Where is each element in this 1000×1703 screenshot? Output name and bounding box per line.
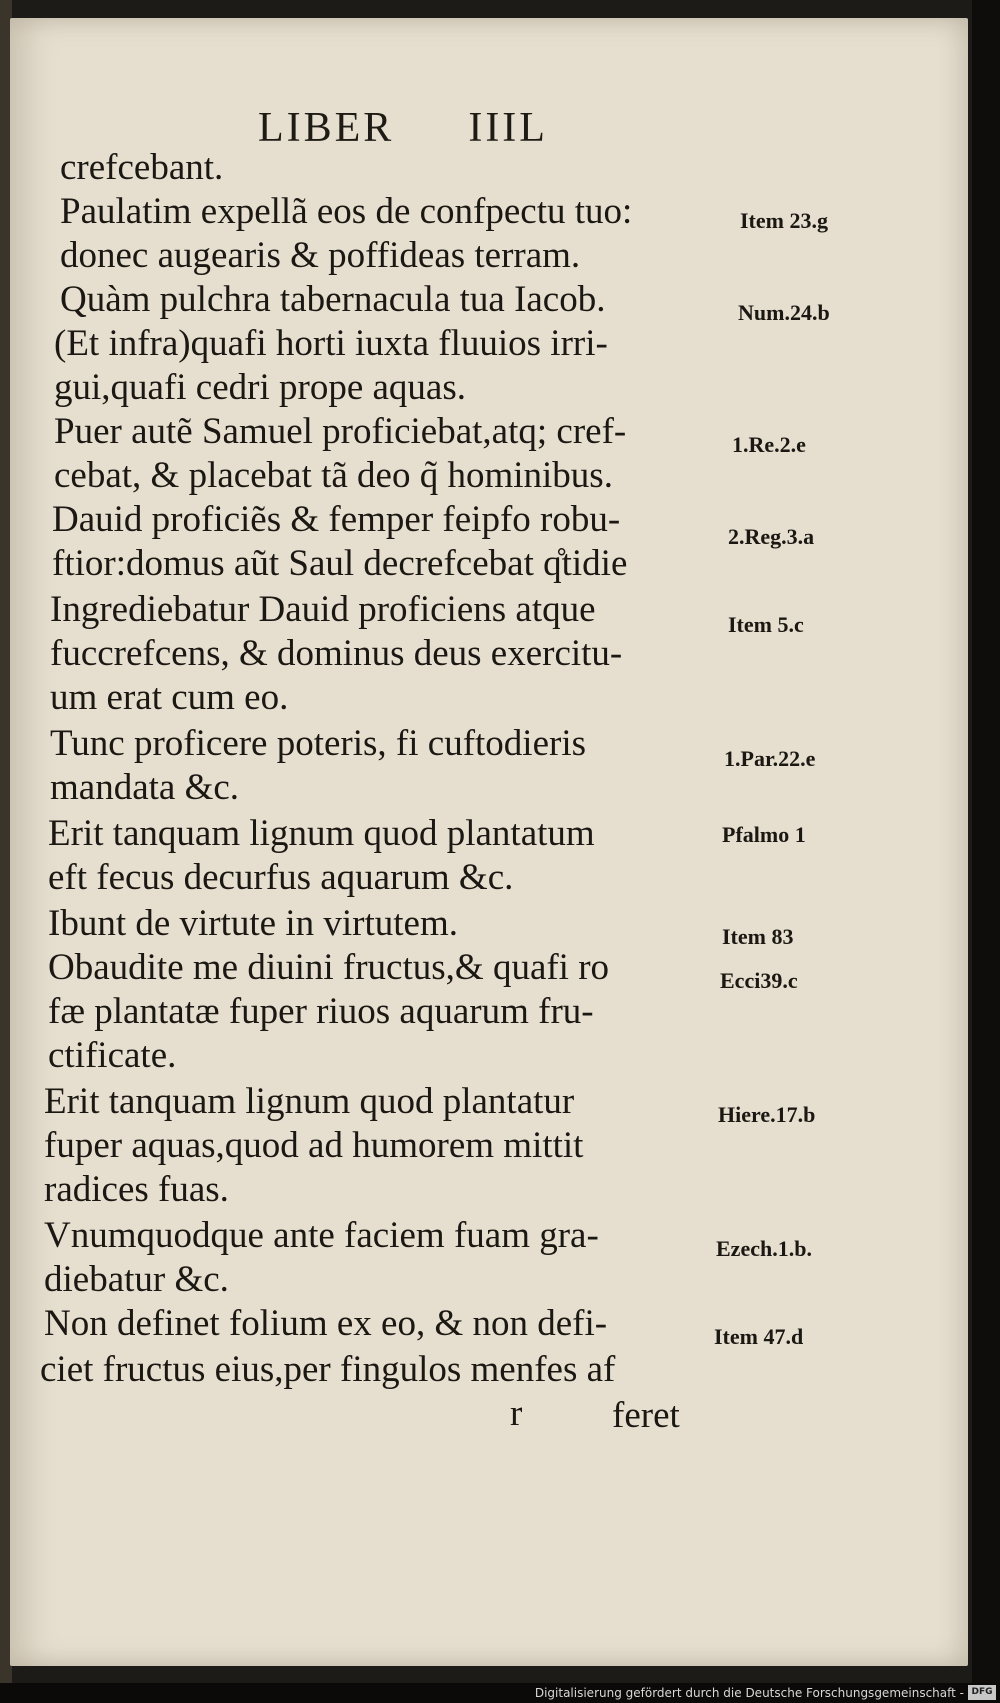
text-line: mandata &c. bbox=[50, 767, 240, 808]
marginal-note: 2.Reg.3.a bbox=[728, 524, 815, 549]
text-line: Ibunt de virtute in virtutem. bbox=[48, 903, 458, 944]
text-line: fuccrefcens, & dominus deus exercitu- bbox=[50, 633, 623, 674]
text-line: donec augearis & poffideas terram. bbox=[60, 235, 581, 276]
marginal-note: Pfalmo 1 bbox=[722, 822, 806, 847]
text-line: Obaudite me diuini fructus,& quafi ro bbox=[48, 947, 610, 988]
marginal-note: Num.24.b bbox=[738, 300, 830, 325]
footer-credit: Digitalisierung gefördert durch die Deutsche Forschungsgemeinschaft - bbox=[534, 1686, 964, 1700]
marginal-note: Ecci39.c bbox=[720, 968, 798, 993]
book-edge-right bbox=[972, 0, 1000, 1703]
marginal-note: Item 83 bbox=[722, 924, 794, 949]
text-line: Vnumquodque ante faciem fuam gra- bbox=[44, 1215, 599, 1256]
text-line: radices fuas. bbox=[44, 1169, 229, 1210]
running-header-title: LIBER bbox=[258, 105, 395, 151]
text-line: Non definet folium ex eo, & non defi- bbox=[44, 1303, 608, 1344]
marginal-note: Item 47.d bbox=[714, 1324, 804, 1349]
text-line: um erat cum eo. bbox=[50, 677, 289, 718]
text-line: diebatur &c. bbox=[44, 1259, 229, 1300]
text-line: gui,quafi cedri prope aquas. bbox=[54, 367, 466, 408]
text-line: (Et infra)quafi horti iuxta fluuios irri- bbox=[54, 323, 608, 364]
text-line: Ingrediebatur Dauid proficiens atque bbox=[50, 589, 596, 630]
book-page bbox=[10, 18, 968, 1666]
text-line: Tunc proficere poteris, fi cuftodieris bbox=[50, 723, 587, 764]
text-line: Dauid proficiẽs & femper feipfo robu- bbox=[52, 499, 621, 540]
text-line: eft fecus decurfus aquarum &c. bbox=[48, 857, 514, 898]
text-line: ftior:domus aũt Saul decrefcebat q̊tidie bbox=[52, 543, 628, 584]
text-line: Paulatim expellã eos de confpectu tuo: bbox=[60, 191, 633, 232]
text-line: fuper aquas,quod ad humorem mittit bbox=[44, 1125, 584, 1166]
text-line: ctificate. bbox=[48, 1035, 177, 1076]
text-line: cebat, & placebat tã deo q̃ hominibus. bbox=[54, 455, 613, 496]
catchword: feret bbox=[612, 1395, 680, 1436]
text-line: Puer autẽ Samuel proficiebat,atq; cref- bbox=[54, 411, 627, 452]
text-line: fæ plantatæ fuper riuos aquarum fru- bbox=[48, 991, 594, 1032]
marginal-note: Ezech.1.b. bbox=[716, 1236, 812, 1261]
running-header bbox=[258, 104, 622, 152]
marginal-note: Hiere.17.b bbox=[718, 1102, 816, 1127]
text-line: crefcebant. bbox=[60, 147, 224, 188]
text-line: Erit tanquam lignum quod plantatur bbox=[44, 1081, 575, 1122]
signature-mark: r bbox=[510, 1393, 523, 1434]
text-line: ciet fructus eius,per fingulos menfes af bbox=[40, 1349, 616, 1390]
dfg-logo: DFG bbox=[968, 1685, 996, 1700]
marginal-note: 1.Par.22.e bbox=[724, 746, 816, 771]
marginal-note: 1.Re.2.e bbox=[732, 432, 806, 457]
text-line: Erit tanquam lignum quod plantatum bbox=[48, 813, 595, 854]
marginal-note: Item 5.c bbox=[728, 612, 804, 637]
text-line: Quàm pulchra tabernacula tua Iacob. bbox=[60, 279, 606, 320]
digitization-footer bbox=[0, 1683, 1000, 1703]
running-header-number: IIIL bbox=[468, 105, 548, 151]
marginal-note: Item 23.g bbox=[740, 208, 828, 233]
